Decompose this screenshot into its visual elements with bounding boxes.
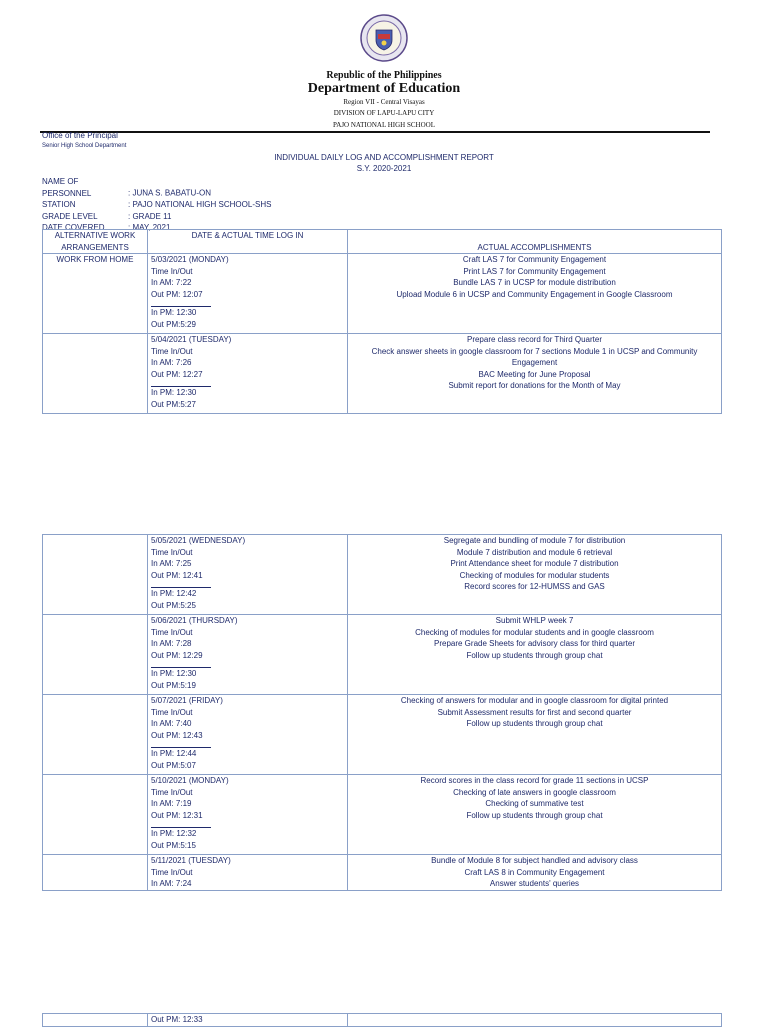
date-cell: 5/05/2021 (WEDNESDAY) Time In/Out In AM: 7:25 Out PM: 12:41 In PM: 12:42 Out PM:5:25	[148, 535, 348, 615]
header-divider	[40, 131, 710, 133]
region-label: Region VII - Central Visayas	[343, 98, 425, 106]
info-row: DATE COVERED : MAY, 2021	[42, 223, 171, 232]
log-table-3	[42, 1013, 722, 1027]
table-row	[43, 695, 722, 775]
accomplishments-cell	[348, 1014, 722, 1027]
date-cell: 5/07/2021 (FRIDAY) Time In/Out In AM: 7:40 Out PM: 12:43 In PM: 12:44 Out PM:5:07	[148, 695, 348, 775]
report-title: INDIVIDUAL DAILY LOG AND ACCOMPLISHMENT REPORT	[274, 153, 494, 162]
arrangement-cell	[43, 855, 148, 891]
division-label: DIVISION OF LAPU-LAPU CITY	[333, 109, 435, 117]
accomplishments-cell: Segregate and bundling of module 7 for distribution Module 7 distribution and module 6 retrieval Print Attendance sheet for module 7 distribution Checking of modules for modular students Record scores for 12-HUMSS and GAS	[348, 535, 722, 615]
date-cell: 5/06/2021 (THURSDAY) Time In/Out In AM: 7:28 Out PM: 12:29 In PM: 12:30 Out PM:5:19	[148, 615, 348, 695]
office-sub: Senior High School Department	[42, 143, 127, 149]
date-cell: 5/04/2021 (TUESDAY) Time In/Out In AM: 7:26 Out PM: 12:27 In PM: 12:30 Out PM:5:27	[148, 334, 348, 414]
deped-seal-icon	[360, 14, 408, 62]
header-accomplishments: ACTUAL ACCOMPLISHMENTS	[348, 230, 722, 254]
accomplishments-cell: Prepare class record for Third Quarter Check answer sheets in google classroom for 7 sections Module 1 in UCSP and Community Engagement BAC Meeting for June Proposal Submit report for donations for the Month of May	[348, 334, 722, 414]
log-table-2	[42, 534, 722, 891]
header-arrangement: ALTERNATIVE WORK ARRANGEMENTS	[43, 230, 148, 254]
arrangement-cell	[43, 775, 148, 855]
arrangement-cell	[43, 535, 148, 615]
arrangement-cell	[43, 695, 148, 775]
table-row	[43, 855, 722, 891]
table-row	[43, 254, 722, 334]
accomplishments-cell: Record scores in the class record for grade 11 sections in UCSP Checking of late answers in google classroom Checking of summative test Follow up students through group chat	[348, 775, 722, 855]
accomplishments-cell: Submit WHLP week 7 Checking of modules for modular students and in google classroom Prepare Grade Sheets for advisory class for third quarter Follow up students through group chat	[348, 615, 722, 695]
table-row	[43, 334, 722, 414]
arrangement-cell	[43, 1014, 148, 1027]
department-title: Department of Education	[307, 81, 461, 96]
accomplishments-cell: Craft LAS 7 for Community Engagement Print LAS 7 for Community Engagement Bundle LAS 7 in UCSP for module distribution Upload Module 6 in UCSP and Community Engagement in Google Classroom	[348, 254, 722, 334]
accomplishments-cell: Checking of answers for modular and in google classroom for digital printed Submit Assessment results for first and second quarter Follow up students through group chat	[348, 695, 722, 775]
date-cell: 5/11/2021 (TUESDAY) Time In/Out In AM: 7:24	[148, 855, 348, 891]
arrangement-cell	[43, 334, 148, 414]
header-date: DATE & ACTUAL TIME LOG IN	[148, 230, 348, 254]
date-cell: 5/03/2021 (MONDAY) Time In/Out In AM: 7:22 Out PM: 12:07 In PM: 12:30 Out PM:5:29	[148, 254, 348, 334]
date-cell: 5/10/2021 (MONDAY) Time In/Out In AM: 7:19 Out PM: 12:31 In PM: 12:32 Out PM:5:15	[148, 775, 348, 855]
report-sy: S.Y. 2020-2021	[356, 164, 412, 173]
info-row: GRADE LEVEL : GRADE 11	[42, 211, 172, 221]
republic-label: Republic of the Philippines	[326, 70, 442, 81]
info-block	[42, 176, 271, 234]
arrangement-cell: WORK FROM HOME	[43, 254, 148, 334]
date-cell: Out PM: 12:33	[148, 1014, 348, 1027]
log-table-1	[42, 229, 722, 414]
info-row: STATION : PAJO NATIONAL HIGH SCHOOL-SHS	[42, 200, 272, 209]
arrangement-cell	[43, 615, 148, 695]
accomplishments-cell: Bundle of Module 8 for subject handled and advisory class Craft LAS 8 in Community Engagement Answer students' queries	[348, 855, 722, 891]
table-row	[43, 1014, 722, 1027]
table-row	[43, 535, 722, 615]
table-header-row	[43, 230, 722, 254]
table-row	[43, 615, 722, 695]
school-label: PAJO NATIONAL HIGH SCHOOL	[333, 121, 435, 129]
info-row: NAME OF PERSONNEL : JUNA S. BABATU-ON	[42, 177, 211, 198]
table-row	[43, 775, 722, 855]
office-title: Office of the Principal	[42, 131, 118, 140]
